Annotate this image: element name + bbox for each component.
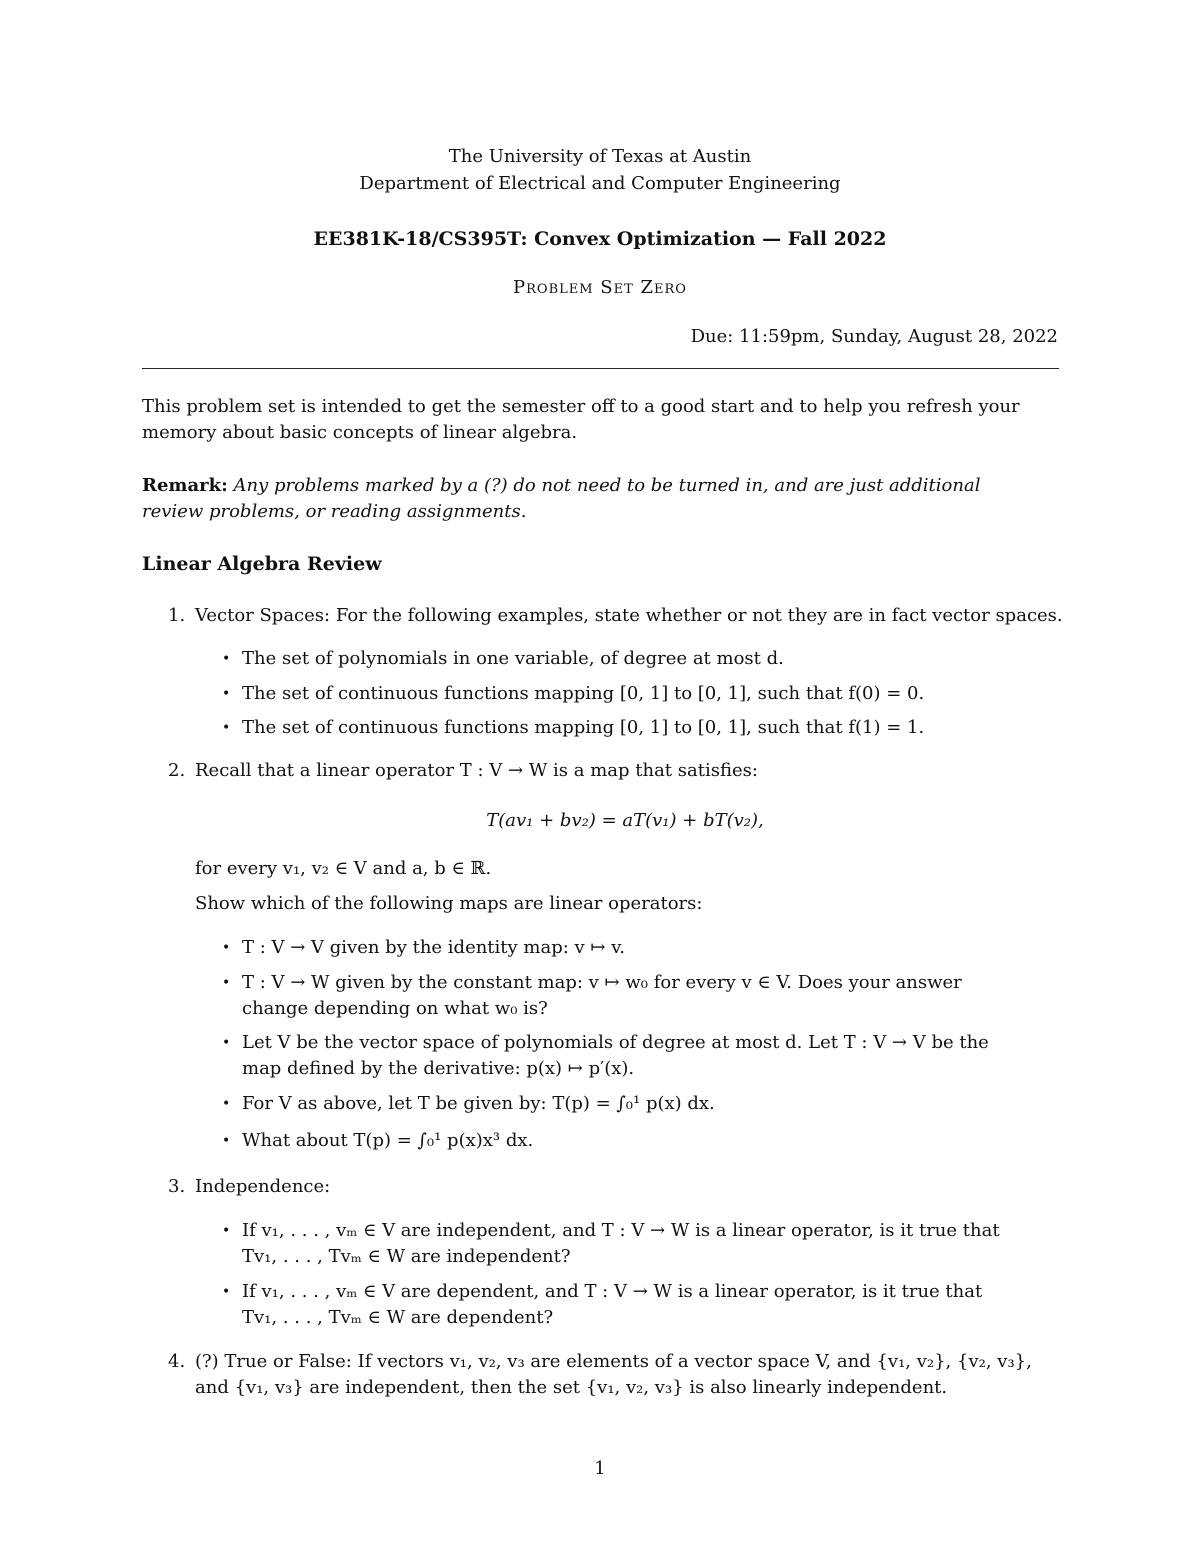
section-title: Linear Algebra Review [142, 553, 382, 575]
bullet-icon: • [222, 686, 231, 702]
problem-4-number: 4. [168, 1351, 186, 1372]
problem-4-line-2: and {v₁, v₃} are independent, then the set {v₁, v₂, v₃} is also linearly independent. [195, 1377, 948, 1398]
due-date: Due: 11:59pm, Sunday, August 28, 2022 [690, 326, 1058, 347]
problem-3-item-2-line-1: If v₁, . . . , vₘ ∈ V are dependent, and T : V → W is a linear operator, is it true that [242, 1281, 983, 1302]
problem-4-line-1: (?) True or False: If vectors v₁, v₂, v₃ are elements of a vector space V, and {v₁, v₂}, {v₂, v₃}, [195, 1351, 1032, 1372]
header-rule [142, 368, 1059, 369]
problem-1-item-1: The set of polynomials in one variable, of degree at most d. [242, 648, 784, 669]
bullet-icon: • [222, 1223, 231, 1239]
problem-2-item-5: What about T(p) = ∫₀¹ p(x)x³ dx. [242, 1130, 534, 1151]
problem-2-number: 2. [168, 760, 186, 781]
intro-line-2: memory about basic concepts of linear algebra. [142, 422, 578, 443]
bullet-icon: • [222, 975, 231, 991]
bullet-icon: • [222, 651, 231, 667]
problem-2-text: Recall that a linear operator T : V → W is a map that satisfies: [195, 760, 758, 781]
linearity-equation: T(av₁ + bv₂) = aT(v₁) + bT(v₂), [486, 810, 764, 831]
problem-3-item-1-line-2: Tv₁, . . . , Tvₘ ∈ W are independent? [242, 1246, 571, 1267]
problem-3-item-2-line-2: Tv₁, . . . , Tvₘ ∈ W are dependent? [242, 1307, 554, 1328]
pset-title: Problem Set Zero [513, 277, 687, 298]
course-title: EE381K-18/CS395T: Convex Optimization — Fall 2022 [313, 228, 887, 250]
bullet-icon: • [222, 1035, 231, 1051]
bullet-icon: • [222, 720, 231, 736]
problem-1-item-3: The set of continuous functions mapping [0, 1] to [0, 1], such that f(1) = 1. [242, 717, 925, 738]
problem-2-item-3-line-2: map defined by the derivative: p(x) ↦ p′(x). [242, 1058, 635, 1079]
problem-2-item-1: T : V → V given by the identity map: v ↦ v. [242, 937, 625, 958]
problem-3-text: Independence: [195, 1176, 331, 1197]
department-name: Department of Electrical and Computer Engineering [359, 173, 841, 194]
problem-3-item-1-line-1: If v₁, . . . , vₘ ∈ V are independent, and T : V → W is a linear operator, is it true that [242, 1220, 1000, 1241]
bullet-icon: • [222, 1096, 231, 1112]
problem-2-item-2-line-1: T : V → W given by the constant map: v ↦ w₀ for every v ∈ V. Does your answer [242, 972, 962, 993]
problem-1-text: Vector Spaces: For the following examples, state whether or not they are in fact vector spaces. [195, 605, 1063, 626]
remark [142, 475, 980, 497]
problem-2-item-2-line-2: change depending on what w₀ is? [242, 998, 548, 1019]
problem-3-number: 3. [168, 1176, 186, 1197]
remark-label: Remark: [142, 475, 228, 496]
problem-2-show: Show which of the following maps are linear operators: [195, 893, 703, 914]
problem-2-item-4: For V as above, let T be given by: T(p) = ∫₀¹ p(x) dx. [242, 1093, 715, 1114]
remark-text-1: Any problems marked by a (?) do not need to be turned in, and are just additional [233, 475, 981, 496]
bullet-icon: • [222, 940, 231, 956]
problem-2-for-every: for every v₁, v₂ ∈ V and a, b ∈ ℝ. [195, 858, 492, 879]
bullet-icon: • [222, 1284, 231, 1300]
problem-1-number: 1. [168, 605, 186, 626]
problem-1-item-2: The set of continuous functions mapping [0, 1] to [0, 1], such that f(0) = 0. [242, 683, 925, 704]
remark-text-2: review problems, or reading assignments. [142, 501, 527, 522]
bullet-icon: • [222, 1133, 231, 1149]
problem-2-item-3-line-1: Let V be the vector space of polynomials of degree at most d. Let T : V → V be the [242, 1032, 989, 1053]
page-number: 1 [594, 1458, 606, 1479]
university-name: The University of Texas at Austin [448, 146, 752, 167]
intro-line-1: This problem set is intended to get the semester off to a good start and to help you refresh your [142, 396, 1020, 417]
